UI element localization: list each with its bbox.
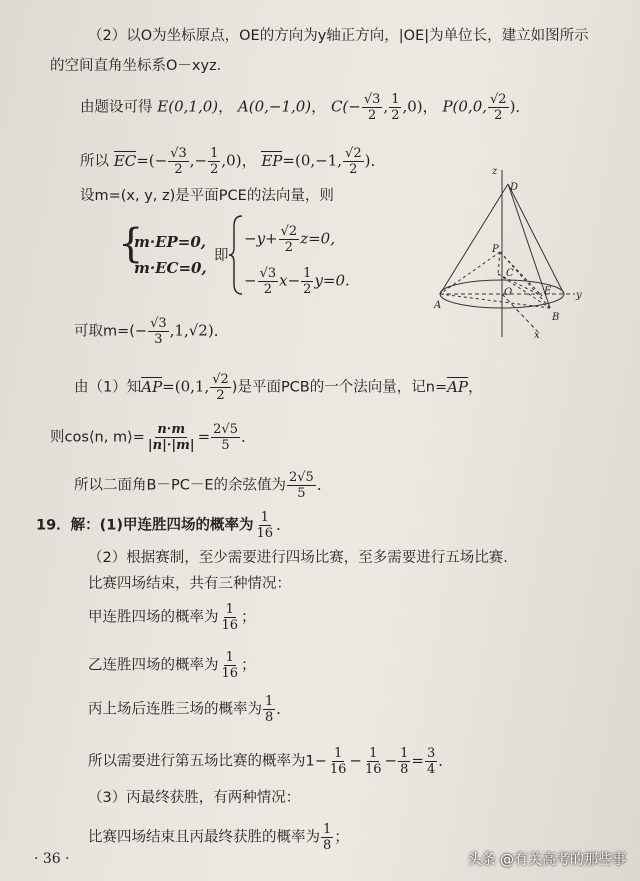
q19-three-cases: 比赛四场结束，共有三种情况： bbox=[88, 576, 291, 592]
label-o: O bbox=[504, 287, 513, 298]
normal-vector-line: 设m=(x, y, z)是平面PCE的法向量，则 bbox=[80, 188, 334, 204]
cos-line: 则cos⟨n, m⟩= $\frac{n\cdot m}{|n|\cdot|m|}$ = $\frac{2√5}{5}$ ． bbox=[50, 422, 256, 453]
cone-figure bbox=[430, 162, 590, 342]
coordinates-line: 由题设可得 E(0,1,0)， A(0,−1,0)， C(− $\frac{√3}{2}$ , $\frac{1}{2}$ ,0)， P(0,0, $\frac{√2}{2}$ )． bbox=[80, 92, 531, 123]
ap-vector-line: 由（1）知AP=(0,1, $\frac{√2}{2}$ )是平面PCB的一个法向量，记n=AP， bbox=[74, 372, 484, 403]
text-line-2: 的空间直角坐标系O－xyz． bbox=[50, 58, 232, 74]
label-d: D bbox=[510, 182, 519, 193]
edge-pc bbox=[498, 252, 500, 274]
left-brace-2 bbox=[228, 214, 244, 296]
q19-part2-intro: （2）根据赛制，至少需要进行四场比赛，至多需要进行五场比赛． bbox=[88, 550, 518, 566]
eq-2a: −y+ $\frac{√2}{2}$ z=0, bbox=[244, 224, 335, 255]
q19-case-yi: 乙连胜四场的概率为 $\frac{1}{16}$ ； bbox=[88, 650, 257, 681]
label-b: B bbox=[552, 312, 560, 323]
label-z: z bbox=[492, 166, 498, 177]
page-number: · 36 · bbox=[34, 851, 70, 867]
label-y: y bbox=[576, 290, 582, 301]
eq-2b: − $\frac{√3}{2}$ x− $\frac{1}{2}$ y=0. bbox=[244, 266, 350, 297]
label-c: C bbox=[506, 268, 514, 279]
cone-edge-right bbox=[508, 184, 564, 294]
watermark: 头条 @有关高考的那些事 bbox=[467, 852, 626, 868]
cone-edge-left bbox=[440, 184, 508, 294]
q19-case-bing: 丙上场后连胜三场的概率为 $\frac{1}{8}$ ． bbox=[88, 694, 292, 725]
label-x: x bbox=[534, 330, 540, 341]
ji-label: 即 bbox=[214, 248, 229, 264]
left-brace-1: { bbox=[118, 221, 144, 267]
label-e: E bbox=[544, 286, 552, 297]
q19-fifth-game: 所以需要进行第五场比赛的概率为1− $\frac{1}{16}$ − $\frac{1}{16}$ − $\frac{1}{8}$ = $\frac{3}{4}$ ． bbox=[88, 746, 454, 777]
q19-part3: （3）丙最终获胜，有两种情况： bbox=[88, 790, 301, 806]
cosine-answer-line: 所以二面角B－PC－E的余弦值为 $\frac{2√5}{5}$ ． bbox=[74, 470, 332, 501]
label-a: A bbox=[434, 300, 442, 311]
q19-case-jia: 甲连胜四场的概率为 $\frac{1}{16}$ ； bbox=[88, 602, 257, 633]
eq-1b: m·EC=0, bbox=[134, 259, 207, 277]
x-axis bbox=[502, 294, 538, 332]
choose-m-line: 可取m=(− $\frac{√3}{3}$ ,1,√2)． bbox=[74, 316, 229, 347]
text-line-1: （2）以O为坐标原点，OE的方向为y轴正方向，|OE|为单位长，建立如图所示 bbox=[88, 28, 589, 44]
vectors-line: 所以 EC=(− $\frac{√3}{2}$ ,− $\frac{1}{2}$ ,0)， EP=(0,−1, $\frac{√2}{2}$ )． bbox=[80, 146, 386, 177]
label-p: P bbox=[492, 244, 499, 255]
q19-part1: 19．解：(1)甲连胜四场的概率为 $\frac{1}{16}$ ． bbox=[36, 510, 292, 541]
eq-1a: m·EP=0, bbox=[134, 233, 207, 251]
q19-part3-four-games: 比赛四场结束且丙最终获胜的概率为 $\frac{1}{8}$ ； bbox=[88, 822, 350, 853]
edge-pa bbox=[440, 252, 500, 294]
